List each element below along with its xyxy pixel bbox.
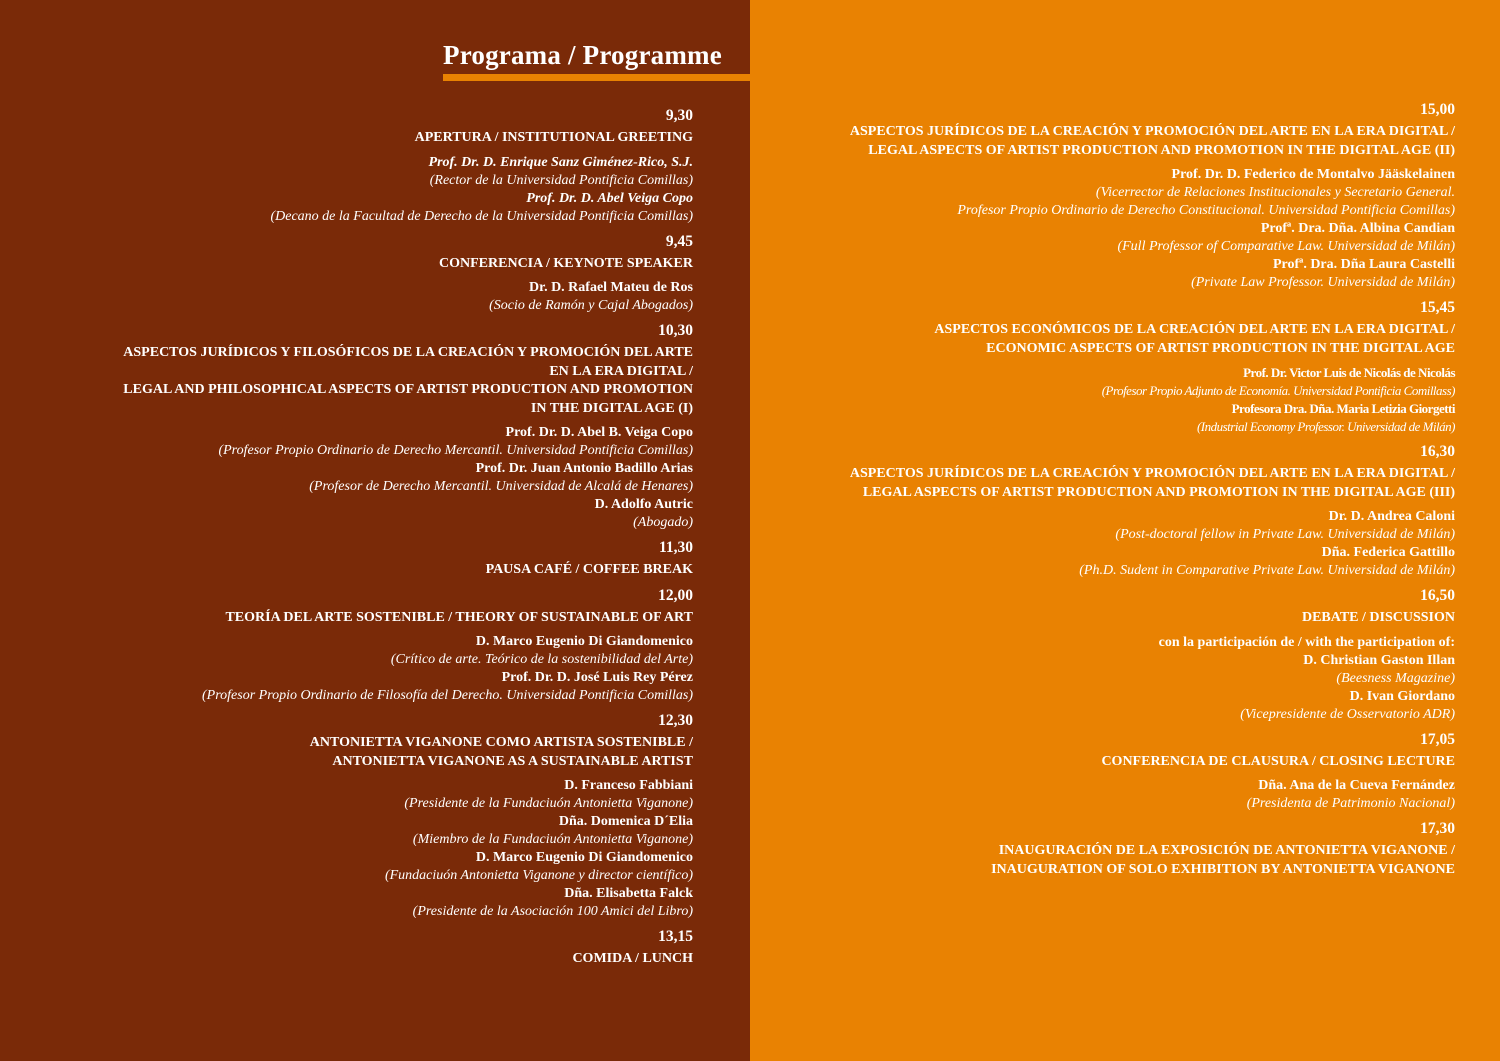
session-heading-line: INAUGURATION OF SOLO EXHIBITION BY ANTONIETTA VIGANONE <box>991 861 1455 877</box>
speaker-name: Dña. Domenica D´Elia <box>558 814 693 829</box>
session-time: 12,30 <box>658 712 693 729</box>
session-heading <box>815 123 1455 160</box>
schedule-session <box>93 321 693 532</box>
speaker-name: Profª. Dra. Dña. Albina Candian <box>1260 221 1455 236</box>
speaker-name: D. Ivan Giordano <box>1349 688 1455 704</box>
session-heading <box>815 609 1455 628</box>
session-heading <box>93 255 693 274</box>
speaker-role: (Presidenta de Patrimonio Nacional) <box>1246 796 1455 811</box>
schedule-session <box>815 730 1455 814</box>
session-time: 9,30 <box>665 107 693 124</box>
session-heading-line: ANTONIETTA VIGANONE AS A SUSTAINABLE ARTIST <box>332 753 693 769</box>
session-time: 13,15 <box>658 928 693 945</box>
speaker-role: (Decano de la Facultad de Derecho de la Universidad Pontificia Comillas) <box>270 208 693 224</box>
title-underline <box>443 74 750 81</box>
session-heading <box>93 129 693 148</box>
speaker-role: (Ph.D. Sudent in Comparative Private Law. Universidad de Milán) <box>1079 563 1455 578</box>
left-schedule-column <box>93 106 693 975</box>
session-heading-line: CONFERENCIA DE CLAUSURA / CLOSING LECTURE <box>1101 753 1455 769</box>
speaker-role: (Profesor Propio Ordinario de Derecho Mercantil. Universidad Pontificia Comillas) <box>218 443 693 458</box>
speaker-name: Prof. Dr. D. Abel Veiga Copo <box>526 190 693 206</box>
schedule-session <box>93 586 693 706</box>
speaker-name: D. Adolfo Autric <box>594 497 693 512</box>
schedule-session <box>815 298 1455 436</box>
speaker-role: (Socio de Ramón y Cajal Abogados) <box>489 298 693 313</box>
session-heading-line: LEGAL ASPECTS OF ARTIST PRODUCTION AND PROMOTION IN THE DIGITAL AGE (II) <box>868 142 1455 158</box>
speaker-name: Dr. D. Rafael Mateu de Ros <box>529 280 693 295</box>
speaker-name: Profª. Dra. Dña Laura Castelli <box>1272 257 1455 272</box>
session-time: 12,00 <box>658 586 693 604</box>
speaker-name: Dr. D. Andrea Caloni <box>1328 509 1455 524</box>
session-heading <box>93 950 693 969</box>
speaker-name: Dña. Ana de la Cueva Fernández <box>1258 778 1455 793</box>
speaker-name: Prof. Dr. D. Enrique Sanz Giménez-Rico, S.J. <box>428 154 693 170</box>
speaker-name: Dña. Elisabetta Falck <box>564 886 693 901</box>
schedule-session <box>93 106 693 226</box>
session-time: 10,30 <box>658 322 693 339</box>
speaker-name: Prof. Dr. Victor Luis de Nicolás de Nicolás <box>1243 365 1455 380</box>
speaker-name: Prof. Dr. Juan Antonio Badillo Arias <box>475 461 693 476</box>
session-note: con la participación de / with the participation of: <box>1158 634 1455 650</box>
speaker-name: D. Marco Eugenio Di Giandomenico <box>475 634 693 649</box>
speaker-role: (Profesor de Derecho Mercantil. Universidad de Alcalá de Henares) <box>309 479 693 494</box>
page-title: Programa / Programme <box>443 40 722 70</box>
schedule-session <box>815 586 1455 724</box>
session-heading <box>815 753 1455 772</box>
session-heading-line: APERTURA / INSTITUTIONAL GREETING <box>414 130 693 145</box>
speaker-role: (Rector de la Universidad Pontificia Comillas) <box>429 172 693 188</box>
session-time: 11,30 <box>658 539 693 556</box>
session-heading-line: LEGAL AND PHILOSOPHICAL ASPECTS OF ARTIST PRODUCTION AND PROMOTION <box>123 382 693 397</box>
session-heading <box>815 842 1455 879</box>
session-heading-line: ECONOMIC ASPECTS OF ARTIST PRODUCTION IN THE DIGITAL AGE <box>986 340 1455 356</box>
session-heading-line: CONFERENCIA / KEYNOTE SPEAKER <box>439 255 693 271</box>
session-time: 16,30 <box>1420 443 1455 460</box>
speaker-role: (Vicepresidente de Osservatorio ADR) <box>1240 706 1455 722</box>
speaker-role: (Private Law Professor. Universidad de Milán) <box>1191 275 1455 290</box>
speaker-name: D. Marco Eugenio Di Giandomenico <box>475 850 693 865</box>
session-heading-line: DEBATE / DISCUSSION <box>1301 610 1455 625</box>
session-heading <box>93 734 693 771</box>
speaker-name: Prof. Dr. D. Abel B. Veiga Copo <box>505 425 693 440</box>
speaker-name: Prof. Dr. D. Federico de Montalvo Jääskelainen <box>1171 167 1455 182</box>
speaker-role: (Miembro de la Fundaciuón Antonietta Viganone) <box>412 832 693 847</box>
session-heading-line: INAUGURACIÓN DE LA EXPOSICIÓN DE ANTONIETTA VIGANONE / <box>998 843 1455 858</box>
speaker-role: Profesor Propio Ordinario de Derecho Constitucional. Universidad Pontificia Comillas) <box>957 203 1455 218</box>
session-heading-line: ASPECTOS JURÍDICOS DE LA CREACIÓN Y PROMOCIÓN DEL ARTE EN LA ERA DIGITAL / <box>849 124 1455 139</box>
schedule-session <box>815 100 1455 292</box>
speaker-role: (Presidente de la Fundaciuón Antonietta Viganone) <box>404 796 693 811</box>
session-time: 17,05 <box>1420 730 1455 748</box>
session-time: 9,45 <box>665 232 693 250</box>
session-heading-line: IN THE DIGITAL AGE (I) <box>530 400 693 416</box>
speaker-role: (Fundaciuón Antonietta Viganone y director científico) <box>384 868 693 883</box>
session-heading-line: LEGAL ASPECTS OF ARTIST PRODUCTION AND PROMOTION IN THE DIGITAL AGE (III) <box>862 484 1455 500</box>
schedule-session <box>815 819 1455 879</box>
session-heading-line: EN LA ERA DIGITAL / <box>549 363 693 379</box>
speaker-role: (Crítico de arte. Teórico de la sostenibilidad del Arte) <box>390 652 693 667</box>
speaker-role: (Industrial Economy Professor. Universidad de Milán) <box>1196 419 1455 434</box>
speaker-role: (Abogado) <box>633 515 693 530</box>
right-schedule-column <box>815 100 1455 885</box>
session-heading-line: ASPECTOS JURÍDICOS Y FILOSÓFICOS DE LA CREACIÓN Y PROMOCIÓN DEL ARTE <box>123 345 693 360</box>
session-heading-line: COMIDA / LUNCH <box>572 951 693 966</box>
session-heading <box>815 321 1455 358</box>
schedule-session <box>815 442 1455 580</box>
session-heading <box>93 344 693 418</box>
schedule-session <box>93 711 693 921</box>
session-heading-line: ANTONIETTA VIGANONE COMO ARTISTA SOSTENIBLE / <box>309 735 693 750</box>
speaker-name: Dña. Federica Gattillo <box>1321 545 1455 560</box>
schedule-session <box>93 538 693 580</box>
speaker-name: Prof. Dr. D. José Luis Rey Pérez <box>501 670 693 685</box>
session-time: 16,50 <box>1420 587 1455 604</box>
session-heading <box>93 609 693 628</box>
speaker-role: (Full Professor of Comparative Law. Universidad de Milán) <box>1117 239 1455 254</box>
speaker-role: (Profesor Propio Ordinario de Filosofía del Derecho. Universidad Pontificia Comillas) <box>202 688 693 703</box>
speaker-role: (Vicerrector de Relaciones Institucionales y Secretario General. <box>1095 185 1455 200</box>
session-time: 15,00 <box>1420 101 1455 118</box>
speaker-role: (Profesor Propio Adjunto de Economía. Universidad Pontificia Comillass) <box>1101 383 1455 398</box>
session-heading <box>93 561 693 580</box>
speaker-name: D. Christian Gaston Illan <box>1303 652 1455 668</box>
session-time: 15,45 <box>1420 299 1455 316</box>
schedule-session <box>93 927 693 969</box>
session-heading-line: ASPECTOS ECONÓMICOS DE LA CREACIÓN DEL ARTE EN LA ERA DIGITAL / <box>934 322 1455 337</box>
speaker-role: (Beesness Magazine) <box>1336 670 1455 686</box>
session-time: 17,30 <box>1420 820 1455 837</box>
schedule-session <box>93 232 693 316</box>
speaker-name: Profesora Dra. Dña. Maria Letizia Giorgetti <box>1231 401 1455 416</box>
speaker-role: (Presidente de la Asociación 100 Amici del Libro) <box>412 904 693 919</box>
speaker-role: (Post-doctoral fellow in Private Law. Universidad de Milán) <box>1115 527 1455 542</box>
speaker-name: D. Franceso Fabbiani <box>564 778 693 793</box>
session-heading-line: PAUSA CAFÉ / COFFEE BREAK <box>485 562 693 577</box>
session-heading-line: ASPECTOS JURÍDICOS DE LA CREACIÓN Y PROMOCIÓN DEL ARTE EN LA ERA DIGITAL / <box>849 466 1455 481</box>
session-heading-line: TEORÍA DEL ARTE SOSTENIBLE / THEORY OF SUSTAINABLE OF ART <box>225 609 693 625</box>
session-heading <box>815 465 1455 502</box>
